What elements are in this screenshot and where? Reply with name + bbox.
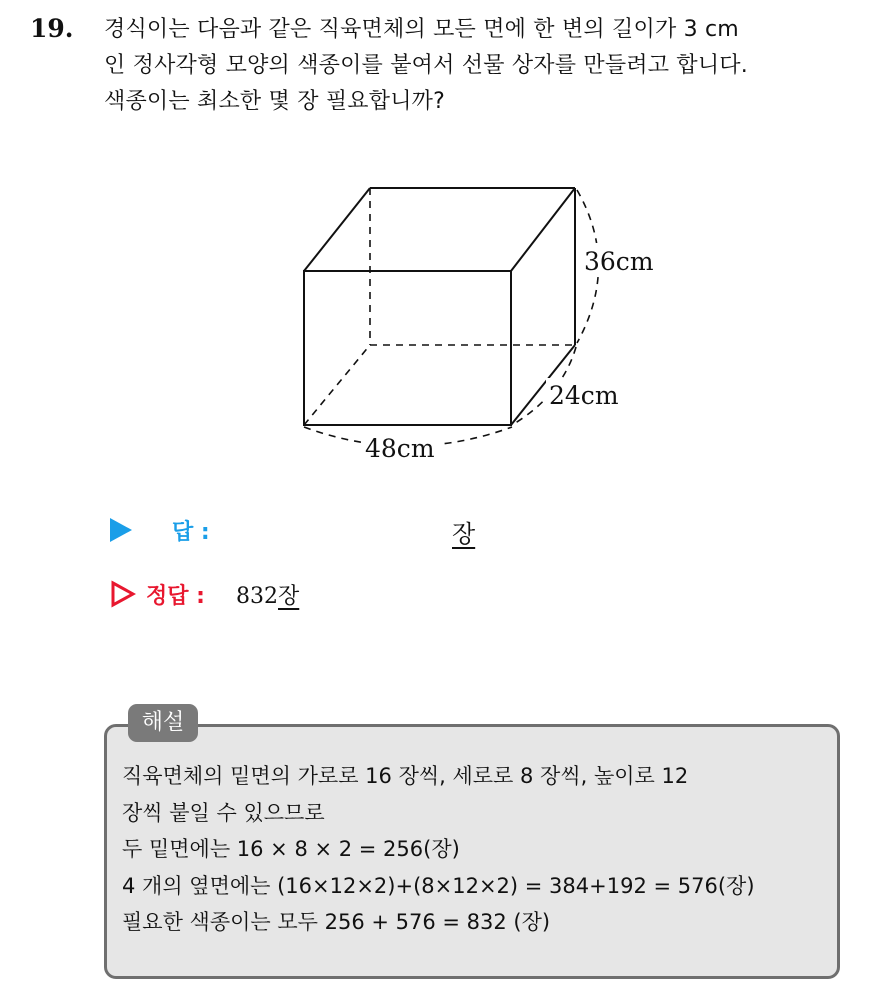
correct-answer-value	[236, 579, 299, 610]
correct-answer-number: 832	[236, 584, 278, 609]
correct-answer-label: 정답 :	[146, 584, 205, 609]
explanation-tab: 해설	[128, 704, 198, 742]
question-text	[104, 12, 874, 120]
explanation-body	[122, 758, 832, 941]
explanation-line: 4 개의 옆면에는 (16×12×2)+(8×12×2) = 384+192 = 576(장)	[122, 873, 755, 898]
height-label: 36cm	[584, 247, 654, 276]
question-line: 색종이는 최소한 몇 장 필요합니까?	[104, 89, 445, 114]
explanation-line: 직육면체의 밑면의 가로로 16 장씩, 세로로 8 장씩, 높이로 12	[122, 764, 689, 788]
cuboid-hidden-depth-edge	[304, 345, 370, 425]
cuboid-front-face	[304, 271, 511, 425]
width-label: 48cm	[365, 434, 435, 463]
question-line: 경식이는 다음과 같은 직육면체의 모든 면에 한 변의 길이가 3 cm	[104, 17, 739, 42]
explanation-line: 두 밑면에는 16 × 8 × 2 = 256(장)	[122, 837, 460, 861]
explanation-line: 필요한 색종이는 모두 256 + 576 = 832 (장)	[122, 910, 551, 934]
question-number: 19.	[30, 14, 74, 43]
outline-play-icon	[110, 580, 136, 608]
cuboid-figure	[290, 175, 670, 465]
cuboid-top-left-edge	[304, 188, 370, 271]
play-icon	[110, 518, 132, 542]
correct-answer-row	[110, 576, 430, 616]
question-line: 인 정사각형 모양의 색종이를 붙여서 선물 상자를 만들려고 합니다.	[104, 53, 748, 78]
answer-unit: 장	[452, 520, 476, 548]
depth-label: 24cm	[549, 381, 619, 410]
cuboid-top-right-edge	[511, 188, 575, 271]
correct-answer-unit: 장	[278, 584, 300, 609]
explanation-line: 장씩 붙일 수 있으므로	[122, 800, 325, 825]
answer-row	[110, 510, 530, 550]
answer-label: 답 :	[172, 520, 210, 545]
